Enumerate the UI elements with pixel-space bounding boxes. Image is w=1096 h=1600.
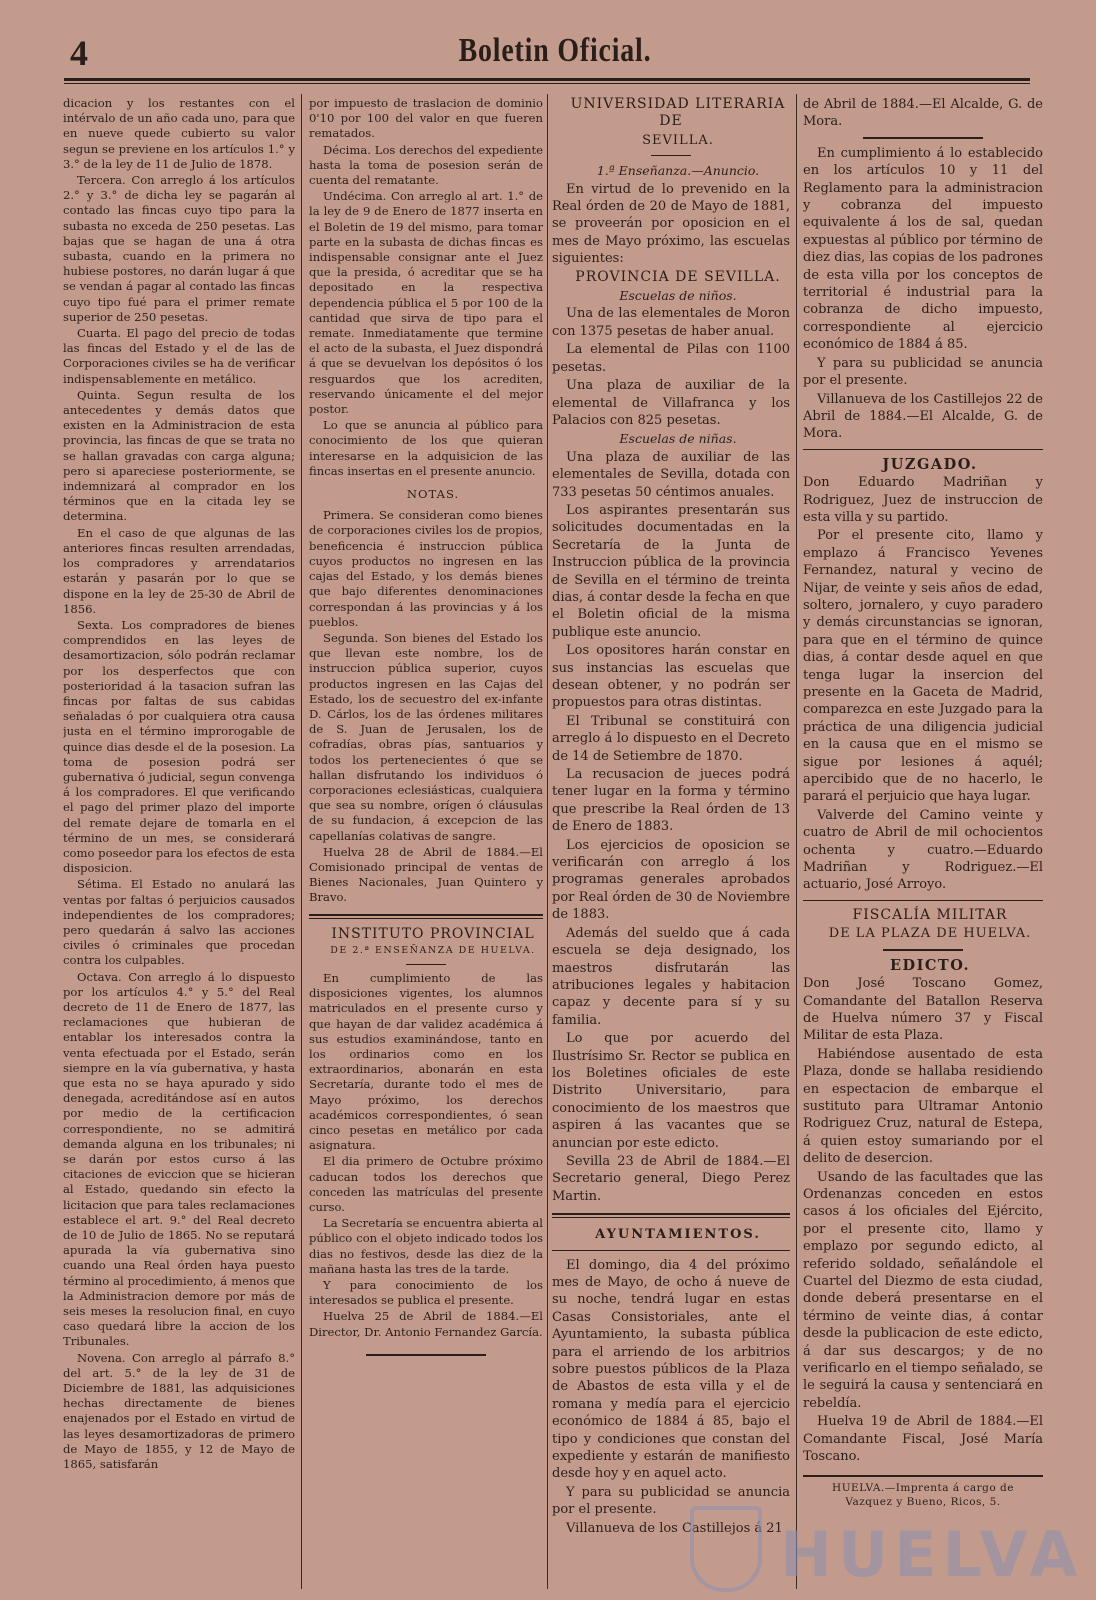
column-divider xyxy=(796,94,797,1589)
column-3 xyxy=(552,96,790,1586)
juzgado-heading: JUZGADO. xyxy=(882,455,978,473)
paragraph: En virtud de lo prevenido en la Real órden de 20 de Mayo de 1881, se proveerán por oposicion en el mes de Mayo próximo, las escuelas siguientes: xyxy=(552,181,790,267)
section-rule xyxy=(552,1213,790,1218)
section-rule xyxy=(803,449,1043,450)
province-heading: PROVINCIA DE SEVILLA. xyxy=(575,268,781,285)
paragraph: Tercera. Con arreglo á los artículos 2.° y 3.° de dicha ley se pagarán al contado las fincas cuyo tipo para la subasta no exceda de 250 pesetas. Las bajas que se hagan de una á otra subasta, cuando en la primera no hubiese postores, no darán lugar á que se vendan á pagar al contado las fincas cuyo tipo fué para el primer remate superior de 250 pesetas. xyxy=(63,173,295,324)
paragraph: Los ejercicios de oposicion se verificarán con arreglo á los programas generales aprobados por Real órden de 30 de Noviembre de 1883. xyxy=(552,837,790,923)
shield-icon xyxy=(690,1506,762,1592)
paragraph: Y para su publicidad se anuncia por el presente. xyxy=(803,355,1043,389)
paragraph: Además del sueldo que á cada escuela se deja designado, los maestros disfrutarán las atribuciones legales y habitacion capaz y decente para sí y su familia. xyxy=(552,925,790,1028)
paragraph: Don Eduardo Madriñan y Rodriguez, Juez de instruccion de esta villa y su partido. xyxy=(803,475,1043,525)
signature: de Abril de 1884.—El Alcalde, G. de Mora. xyxy=(803,97,1043,130)
paragraph: Y para conocimiento de los interesados se publica el presente. xyxy=(309,1278,543,1308)
paragraph: El dia primero de Octubre próximo caducan todos los derechos que conceden las matrículas del presente curso. xyxy=(309,1154,543,1215)
column-4 xyxy=(803,96,1043,1586)
paragraph: Usando de las facultades que las Ordenanzas conceden en estos casos á los oficiales del Ejército, por el presente cito, llamo y emplazo por segundo edicto, al referido soldado, señalándole el Cuartel del Diezmo de esta ciudad, donde deberá presentarse en el término de veinte dias, á contar desde la publicacion de este edicto, á dar sus descargos; y de no verificarlo en el tiempo señalado, se le seguirá la causa y sentenciará en rebeldía. xyxy=(803,1169,1043,1411)
column-1 xyxy=(63,96,295,1586)
ayuntamientos-heading: AYUNTAMIENTOS. xyxy=(595,1227,761,1243)
separator xyxy=(406,964,446,965)
paragraph: dicacion y los restantes con el intérvalo de un año cada uno, para que en nueve quede cubierto su valor segun se previene en los artículos 1.° y 3.° de la ley de 11 de Julio de 1878. xyxy=(63,96,295,171)
paragraph: En cumplimiento de las disposiciones vigentes, los alumnos matriculados en el presente curso y que hayan de dar validez académica á sus estudios examinándose, tanto en los ordinarios como en los extraordinarios, abonarán en esta Secretaría, durante todo el mes de Mayo próximo, los derechos académicos correspondientes, ó sean cinco pesetas en metálico por cada asignatura. xyxy=(309,970,543,1153)
notes-heading: NOTAS. xyxy=(406,487,460,502)
header-rule-thin xyxy=(64,83,1030,84)
signature: Valverde del Camino veinte y cuatro de Abril de mil ochocientos ochenta y cuatro.—Eduardo Madriñan y Rodriguez.—El actuario, José Arroyo. xyxy=(803,807,1043,893)
paragraph: En el caso de que algunas de las anteriores fincas resulten arrendadas, los compradores y arrendatarios estarán y pasarán por lo que se dispone en la ley de 25-30 de Abril de 1856. xyxy=(63,525,295,616)
masthead xyxy=(60,26,1050,78)
paragraph: Quinta. Segun resulta de los antecedentes y demás datos que existen en la Administracion de esta provincia, las fincas de que se trata no se hallan gravadas con carga alguna; pero si apareciese posteriormente, se indemnizará al comprador en los términos que en la citada ley se determina. xyxy=(63,387,295,524)
paragraph: Lo que se anuncia al público para conocimiento de los que quieran interesarse en la adquisicion de las fincas insertas en el presente anuncio. xyxy=(309,418,543,478)
instituto-heading: INSTITUTO PROVINCIAL xyxy=(331,925,535,942)
section-rule xyxy=(803,900,1043,901)
section-rule xyxy=(309,914,543,919)
paragraph: La Secretaría se encuentra abierta al público con el objeto indicado todos los dias no festivos, desde las diez de la mañana hasta las tres de la tarde. xyxy=(309,1216,543,1276)
header-rule xyxy=(64,78,1030,81)
fiscalia-subheading: DE LA PLAZA DE HUELVA. xyxy=(828,926,1032,942)
paragraph: La elemental de Pilas con 1100 pesetas. xyxy=(552,342,790,375)
paragraph: Los aspirantes presentarán sus solicitudes documentadas en la Secretaría de la Junta de Instruccion pública de la provincia de Sevilla en el término de treinta dias, á contar desde la fecha en que el Boletin oficial de la misma publique este anuncio. xyxy=(552,502,790,640)
fiscalia-heading: FISCALÍA MILITAR xyxy=(852,906,1008,923)
universidad-subheading: 1.ª Enseñanza.—Anuncio. xyxy=(596,163,760,179)
paragraph: Villanueva de los Castillejos á 21 xyxy=(566,1520,783,1536)
paragraph: Undécima. Con arreglo al art. 1.° de la ley de 9 de Enero de 1877 inserta en el Boletin de 19 del mismo, para tomar parte en la subasta de dichas fincas es indispensable consignar ante el Juez que la presida, ó acreditar que se ha depositado en la respectiva dependencia pública el 5 por 100 de la cantidad que sirva de tipo para el remate. Inmediatamente que termine el acto de la subasta, el Juez dispondrá á que se devuelvan los depósitos ó los resguardos que los acrediten, reservando únicamente el del mejor postor. xyxy=(309,189,543,417)
separator xyxy=(883,949,963,951)
signature: Huelva 25 de Abril de 1884.—El Director, Dr. Antonio Fernandez García. xyxy=(309,1309,543,1339)
column-2 xyxy=(309,96,543,1586)
watermark-text: HUELVA xyxy=(780,1518,1084,1591)
separator xyxy=(863,137,983,139)
paragraph: Una plaza de auxiliar de las elementales de Sevilla, dotada con 733 pesetas 50 céntimos anuales. xyxy=(552,449,790,500)
paragraph: Primera. Se consideran como bienes de corporaciones civiles los de propios, beneficencia é instruccion pública cuyos productos no ingresen en las cajas del Estado, y los demás bienes que bajo diferentes denominaciones correspondan á las provincias y á los pueblos. xyxy=(309,508,543,629)
paragraph: Una plaza de auxiliar de la elemental de Villafranca y los Palacios con 825 pesetas. xyxy=(552,378,790,428)
paragraph: Sétima. El Estado no anulará las ventas por faltas ó perjuicios causados independientes de los compradores; pero quedarán á salvo las acciones civiles ó criminales que procedan contra los culpables. xyxy=(63,877,295,968)
watermark xyxy=(690,1500,1084,1596)
paragraph: Habiéndose ausentado de esta Plaza, donde se hallaba residiendo en espectacion de embarque el sustituto para Ultramar Antonio Rodriguez Cruz, natural de Estepa, á quien estoy sumariando por el delito de desercion. xyxy=(803,1046,1043,1167)
paragraph: El domingo, dia 4 del próximo mes de Mayo, de ocho á nueve de su noche, tendrá lugar en estas Casas Consistoriales, ante el Ayuntamiento, la subasta pública para el arriendo de los arbitrios sobre puestos públicos de la Plaza de Abastos de esta villa y el de romana y medía para el ejercicio económico de 1884 á 85, bajo el tipo y condiciones que constan del expediente y estarán de manifiesto desde hoy y en aquel acto. xyxy=(552,1257,790,1482)
universidad-heading: UNIVERSIDAD LITERARIA DE xyxy=(570,96,786,130)
imprint-line: HUELVA.—Imprenta á cargo de xyxy=(832,1482,1014,1495)
edicto-heading: EDICTO. xyxy=(889,956,971,974)
girls-schools-heading: Escuelas de niñas. xyxy=(619,431,737,447)
instituto-subheading: DE 2.ª ENSEÑANZA DE HUELVA. xyxy=(330,944,536,956)
paragraph: Décima. Los derechos del expediente hasta la toma de posesion serán de cuenta del rematante. xyxy=(309,142,543,188)
universidad-city: SEVILLA. xyxy=(642,132,714,148)
paragraph: Sexta. Los compradores de bienes comprendidos en las leyes de desamortizacion, sólo podrán reclamar por los desperfectos que con posterioridad á la tasacion sufran las fincas por faltas de sus cabidas señaladas ó por cualquiera otra causa justa en el término improrogable de quince dias desde el de la posesion. La toma de posesion podrá ser gubernativa ó judicial, segun convenga á los compradores. El que verificando el pago del primer plazo del importe del remate dejare de tomarla en el término de un mes, se considerará como poseedor para los efectos de esta disposicion. xyxy=(63,617,295,876)
page-title: Boletin Oficial. xyxy=(458,32,652,69)
paragraph: Octava. Con arreglo á lo dispuesto por los artículos 4.° y 5.° del Real decreto de 11 de Enero de 1877, las reclamaciones que hubieran de entablar los interesados contra la venta efectuada por el Estado, serán siempre en la vía gubernativa, y hasta que esta no se haya apurado y sido denegada, acreditándose así en autos por medio de la certificacion correspondiente, no se admitirá demanda alguna en los tribunales; ni se darán por estos curso á las citaciones de eviccion que se hicieran al Estado, quedando sin efecto la licitacion que para tales reclamaciones establece el art. 9.° del Real decreto de 10 de Julio de 1865. No se reputará apurada la vía gubernativa sino cuando una Real órden haya puesto término al procedimiento, á menos que la Administracion demore por más de seis meses la resolucion final, en cuyo caso quedará libre la accion de los Tribunales. xyxy=(63,969,295,1349)
boys-schools-heading: Escuelas de niños. xyxy=(619,288,737,304)
paragraph: Don José Toscano Gomez, Comandante del Batallon Reserva de Huelva número 37 y Fiscal Militar de esta Plaza. xyxy=(803,976,1043,1044)
imprint-line: Vazquez y Bueno, Ricos, 5. xyxy=(845,1496,1001,1509)
column-divider xyxy=(547,94,548,1589)
page-number: 4 xyxy=(70,33,88,73)
paragraph: Novena. Con arreglo al párrafo 8.° del art. 5.° de la ley de 31 de Diciembre de 1881, las adquisiciones hechas directamente de bienes enajenados por el Estado en virtud de las leyes desamortizadoras de primero de Mayo de 1855, y 12 de Mayo de 1865, satisfarán xyxy=(63,1350,295,1472)
signature: Sevilla 23 de Abril de 1884.—El Secretario general, Diego Perez Martin. xyxy=(552,1153,790,1204)
end-rule xyxy=(366,1354,486,1356)
paragraph: La recusacion de jueces podrá tener lugar en la forma y término que prescribe la Real órden de 13 de Enero de 1883. xyxy=(552,767,790,835)
separator xyxy=(651,155,691,156)
paragraph: Cuarta. El pago del precio de todas las fincas del Estado y el de las de Corporaciones civiles se ha de verificar indispensablemente en metálico. xyxy=(63,326,295,386)
paragraph: Los opositores harán constar en sus instancias las escuelas que desean obtener, y no podrán ser propuestos para otras distintas. xyxy=(552,643,790,711)
paragraph: El Tribunal se constituirá con arreglo á lo dispuesto en el Decreto de 14 de Setiembre de 1870. xyxy=(552,713,790,764)
paragraph: Una de las elementales de Moron con 1375 pesetas de haber anual. xyxy=(552,306,790,339)
signature: Huelva 28 de Abril de 1884.—El Comisionado principal de ventas de Bienes Nacionales, Juan Quintero y Bravo. xyxy=(309,844,543,905)
column-divider xyxy=(301,94,302,1589)
paragraph: Lo que por acuerdo del Ilustrísimo Sr. Rector se publica en los Boletines oficiales de este Distrito Universitario, para conocimiento de los maestros que aspiren á las vacantes que se anuncian por este edicto. xyxy=(552,1031,790,1151)
signature: Huelva 19 de Abril de 1884.—El Comandante Fiscal, José María Toscano. xyxy=(803,1414,1043,1465)
paragraph: Por el presente cito, llamo y emplazo á Francisco Yevenes Fernandez, natural y vecino de Nijar, de veinte y seis años de edad, soltero, jornalero, y cuyo paradero y demás circunstancias se ignoran, para que en el término de quince dias, á contar desde aquel en que tenga lugar la insercion del presente en la Gaceta de Madrid, comparezca en este Juzgado para la práctica de una diligencia judicial en la causa que en el mismo se sigue por lesiones á aquél; apercibido que de no hacerlo, le parará el perjuicio que haya lugar. xyxy=(803,528,1043,805)
section-rule xyxy=(552,1250,790,1251)
paragraph: En cumplimiento á lo establecido en los artículos 10 y 11 del Reglamento para la administracion y cobranza del impuesto equivalente á los de sal, quedan expuestas al público por término de diez dias, las copias de los padrones de esta villa por los conceptos de territorial é industrial para la cobranza de dicho impuesto, correspondiente al ejercicio económico de 1884 á 85. xyxy=(803,145,1043,353)
paragraph: Y para su publicidad se anuncia por el presente. xyxy=(552,1484,790,1518)
signature: Villanueva de los Castillejos 22 de Abril de 1884.—El Alcalde, G. de Mora. xyxy=(803,391,1043,442)
paragraph: Segunda. Son bienes del Estado los que llevan este nombre, los de instruccion pública superior, cuyos productos ingresen en las Cajas del Estado, los de secuestro del ex-infante D. Cárlos, los de las órdenes militares de S. Juan de Jerusalen, los de cofradías, obras pías, santuarios y todos los pertenecientes ó que se hallan disfrutando los individuos ó corporaciones eclesiásticas, cualquiera que sea su nombre, orígen ó cláusulas de su fundacion, á excepcion de las capellanías colativas de sangre. xyxy=(309,630,543,843)
paragraph: por impuesto de traslacion de dominio 0'10 por 100 del valor en que fueren rematados. xyxy=(309,96,543,141)
